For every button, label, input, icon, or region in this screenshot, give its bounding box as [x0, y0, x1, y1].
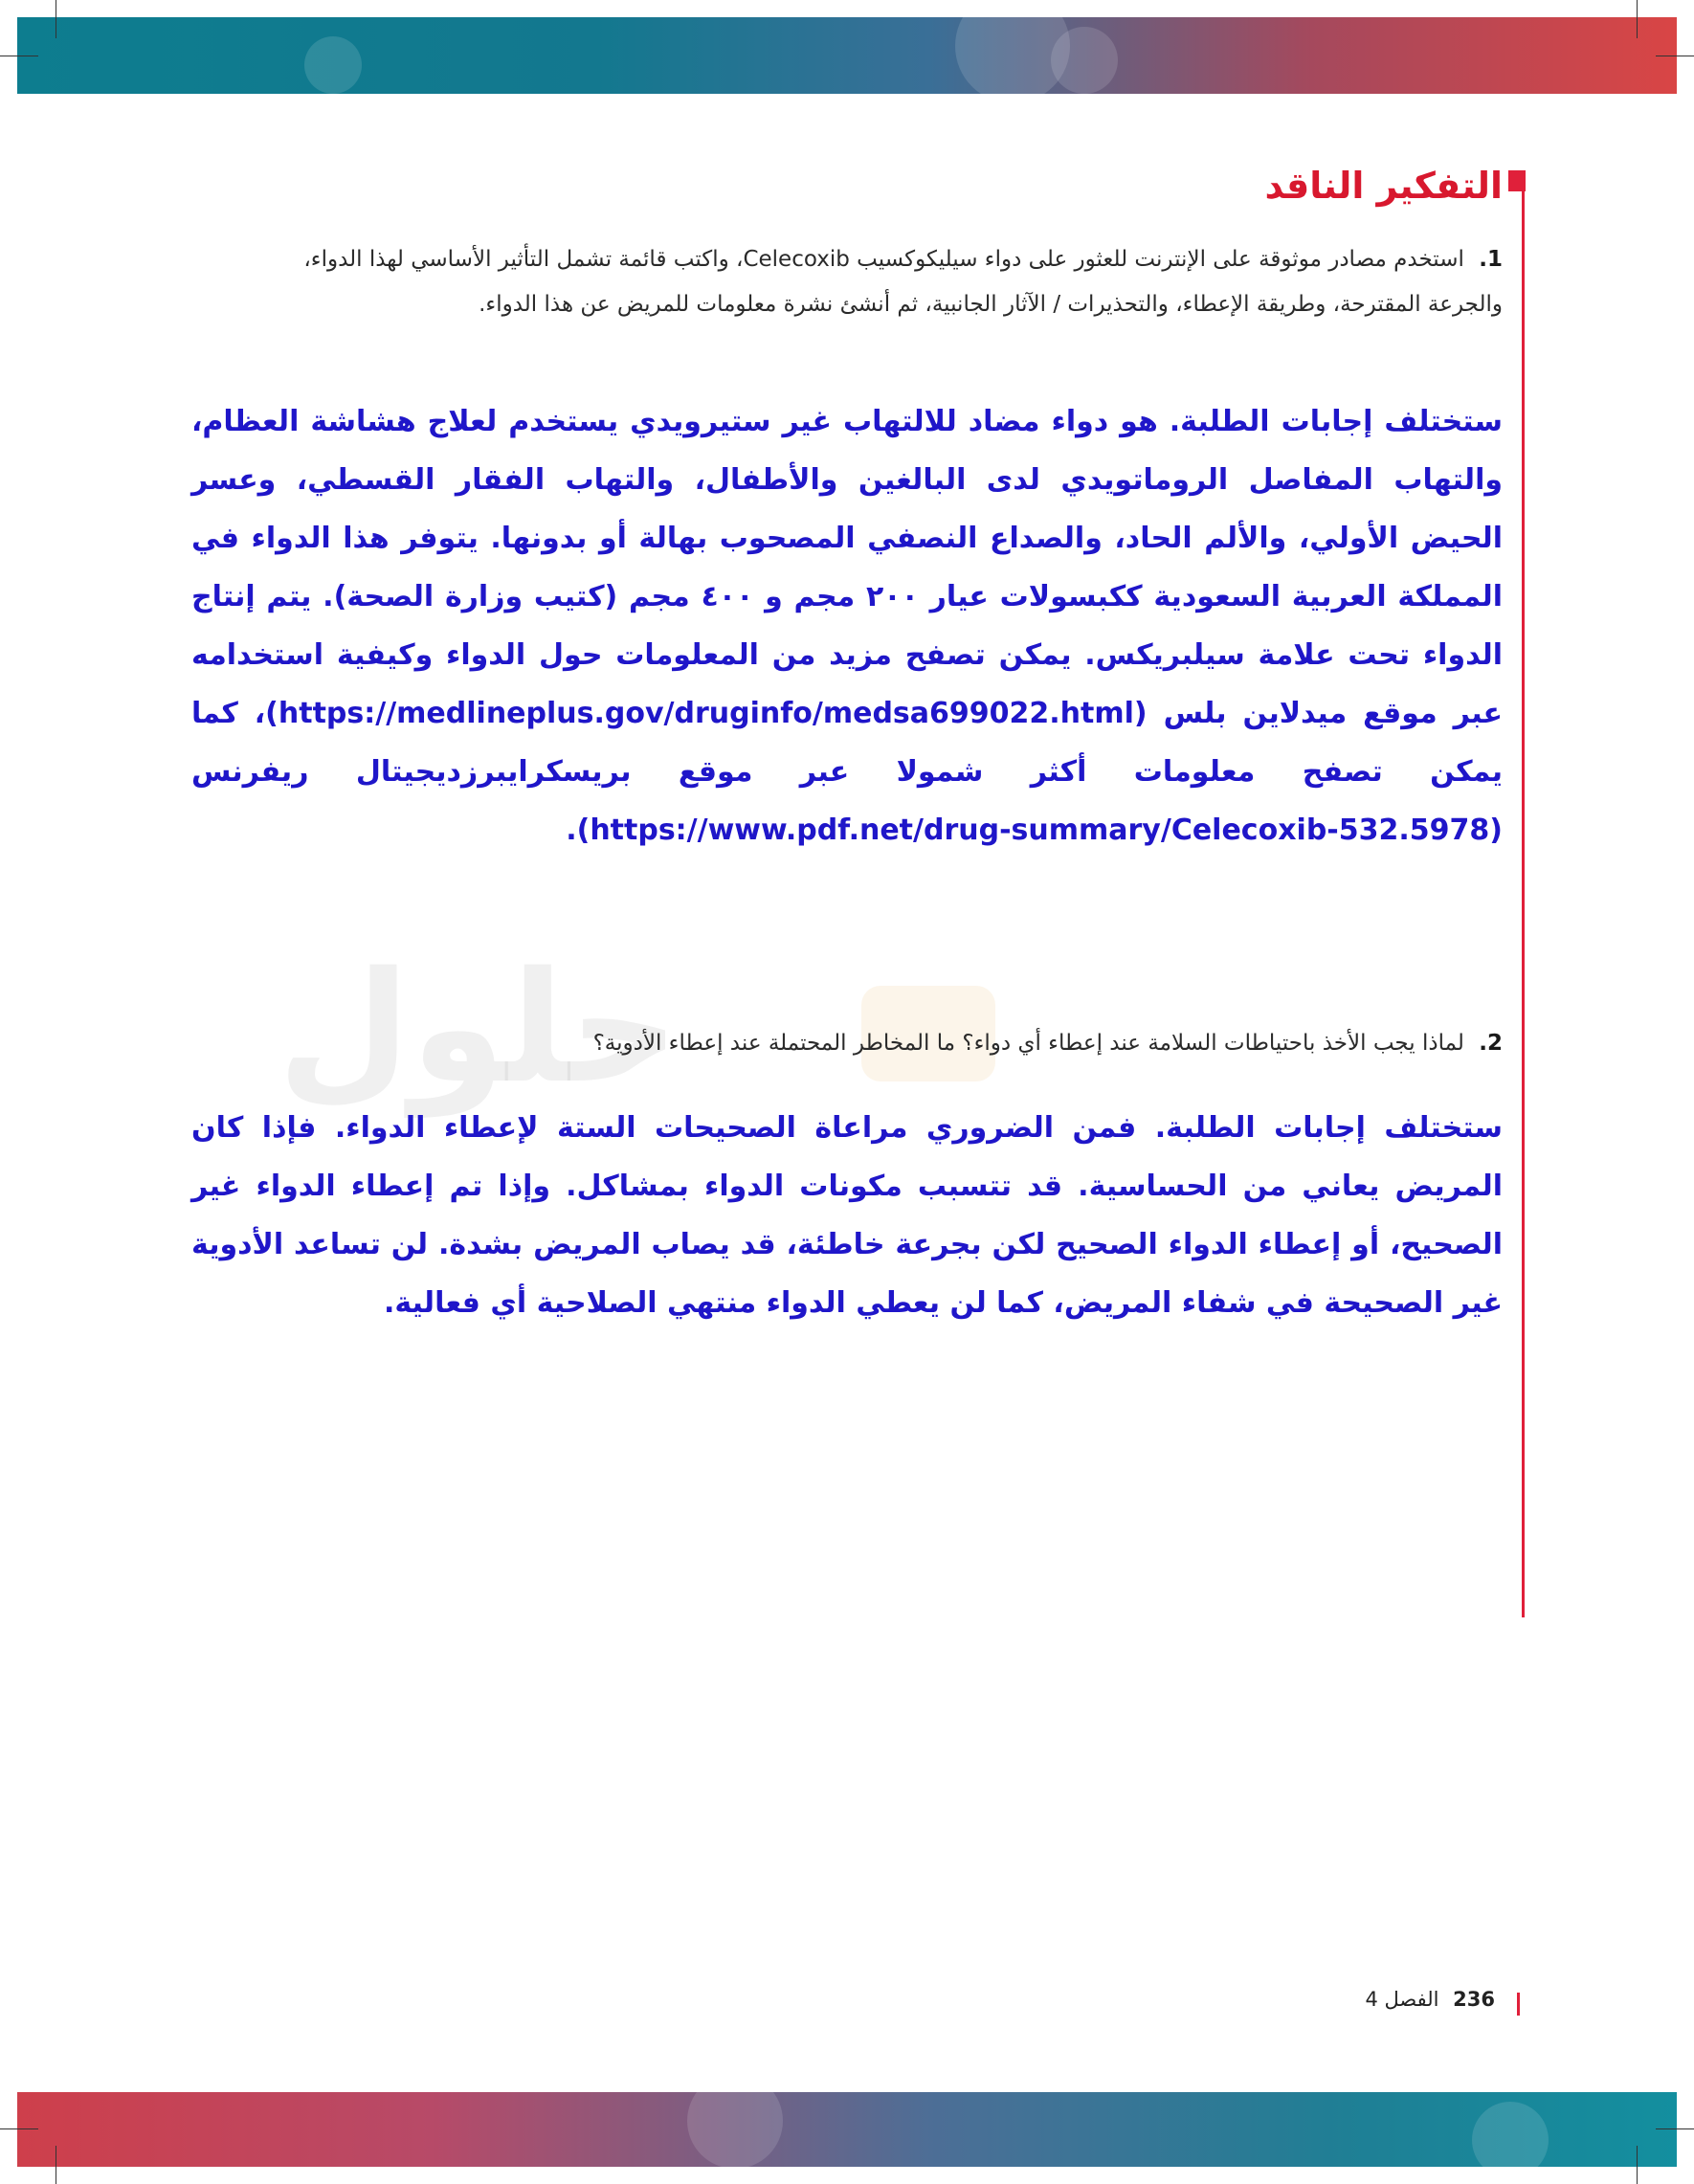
- section-title: التفكير الناقد: [1264, 165, 1503, 207]
- question-number: 2.: [1479, 1031, 1503, 1056]
- footer-divider: [1517, 1993, 1520, 2016]
- question-text: لماذا يجب الأخذ باحتياطات السلامة عند إعطاء أي دواء؟ ما المخاطر المحتملة عند إعطاء الأدوية؟: [592, 1031, 1464, 1056]
- crop-mark: [1637, 2146, 1638, 2184]
- question-text: استخدم مصادر موثوقة على الإنترنت للعثور على دواء سيليكوكسيب Celecoxib، واكتب قائمة تشمل التأثير الأساسي لهذا الدواء، والجرعة المقترحة، وطريقة الإعطاء، والتحذيرات / الآثار الجانبية، ثم أنشئ نشرة معلومات للمريض عن هذا الدواء.: [303, 247, 1503, 317]
- crop-mark: [1637, 0, 1638, 38]
- question-number: 1.: [1479, 247, 1503, 272]
- answer-2: ستختلف إجابات الطلبة. فمن الضروري مراعاة الصحيحات الستة لإعطاء الدواء. فإذا كان المريض يعاني من الحساسية. قد تتسبب مكونات الدواء بمشاكل. وإذا تم إعطاء الدواء غير الصحيح، أو إعطاء الدواء الصحيح لكن بجرعة خاطئة، قد يصاب المريض بشدة. لن تساعد الأدوية غير الصحيحة في شفاء المريض، كما لن يعطي الدواء منتهي الصلاحية أي فعالية.: [191, 1111, 1503, 1320]
- top-banner: [17, 17, 1677, 94]
- question-2: [249, 1021, 1503, 1066]
- question-1: [249, 237, 1503, 327]
- chapter-label: الفصل 4: [1365, 1988, 1439, 2011]
- crop-mark: [0, 2128, 38, 2129]
- bottom-banner: [17, 2092, 1677, 2167]
- crop-mark: [1656, 2128, 1694, 2129]
- section-title-marker: [1508, 170, 1526, 191]
- page-footer: [1365, 1988, 1495, 2011]
- page-number: 236: [1453, 1988, 1495, 2011]
- margin-rule: [1522, 170, 1525, 1617]
- watermark: حلول: [278, 938, 680, 1117]
- answer-1: ستختلف إجابات الطلبة. هو دواء مضاد للالتهاب غير ستيرويدي يستخدم لعلاج هشاشة العظام، والتهاب المفاصل الروماتويدي لدى البالغين والأطفال، والتهاب الفقار القسطي، وعسر الحيض الأولي، والألم الحاد، والصداع النصفي المصحوب بهالة أو بدونها. يتوفر هذا الدواء في المملكة العربية السعودية ككبسولات عيار ٢٠٠ مجم و ٤٠٠ مجم (كتيب وزارة الصحة). يتم إنتاج الدواء تحت علامة سيلبريكس. يمكن تصفح مزيد من المعلومات حول الدواء وكيفية استخدامه عبر موقع ميدلاين بلس (https://medlineplus.gov/druginfo/medsa699022.html)، كما يمكن تصفح معلومات أكثر شمولا عبر موقع بريسكرايبرزديجيتال ريفرنس (https://www.pdf.net/drug-summary/Celecoxib-532.5978).: [191, 405, 1504, 847]
